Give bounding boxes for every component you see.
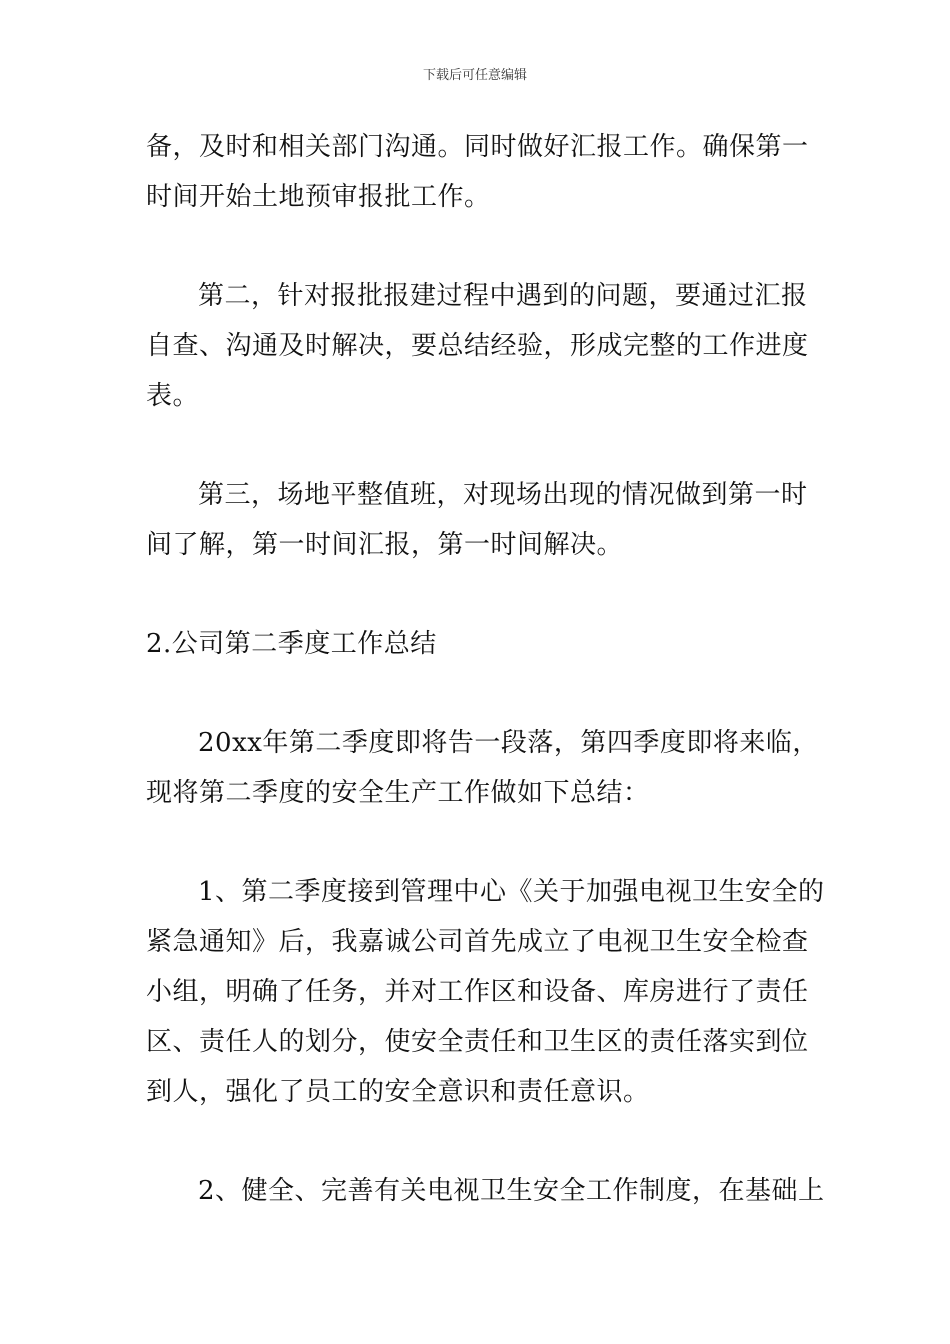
text-line: 第三，场地平整值班，对现场出现的情况做到第一时 xyxy=(198,480,808,510)
text-line: 到人，强化了员工的安全意识和责任意识。 xyxy=(146,1077,650,1107)
text-line: 紧急通知》后，我嘉诚公司首先成立了电视卫生安全检查 xyxy=(146,927,809,957)
document-body xyxy=(146,122,825,1216)
text-line: 自查、沟通及时解决，要总结经验，形成完整的工作进度 xyxy=(146,331,809,361)
text-line: 现将第二季度的安全生产工作做如下总结： xyxy=(146,778,650,808)
text-line: 20xx年第二季度即将告一段落，第四季度即将来临， xyxy=(198,728,819,758)
text-line: 时间开始土地预审报批工作。 xyxy=(146,182,491,212)
text-line: 第二，针对报批报建过程中遇到的问题，要通过汇报 xyxy=(198,281,808,311)
page-header: 下载后可任意编辑 xyxy=(422,68,527,83)
text-line: 1、第二季度接到管理中心《关于加强电视卫生安全的 xyxy=(198,877,825,907)
text-line: 2、健全、完善有关电视卫生安全工作制度，在基础上 xyxy=(198,1176,825,1206)
text-line: 表。 xyxy=(146,381,200,411)
text-line: 小组，明确了任务，并对工作区和设备、库房进行了责任 xyxy=(146,977,809,1007)
text-line: 间了解，第一时间汇报，第一时间解决。 xyxy=(146,530,624,560)
text-line: 备，及时和相关部门沟通。同时做好汇报工作。确保第一 xyxy=(146,132,809,162)
section-heading: 2.公司第二季度工作总结 xyxy=(146,629,437,659)
text-line: 区、责任人的划分，使安全责任和卫生区的责任落实到位 xyxy=(146,1027,809,1057)
